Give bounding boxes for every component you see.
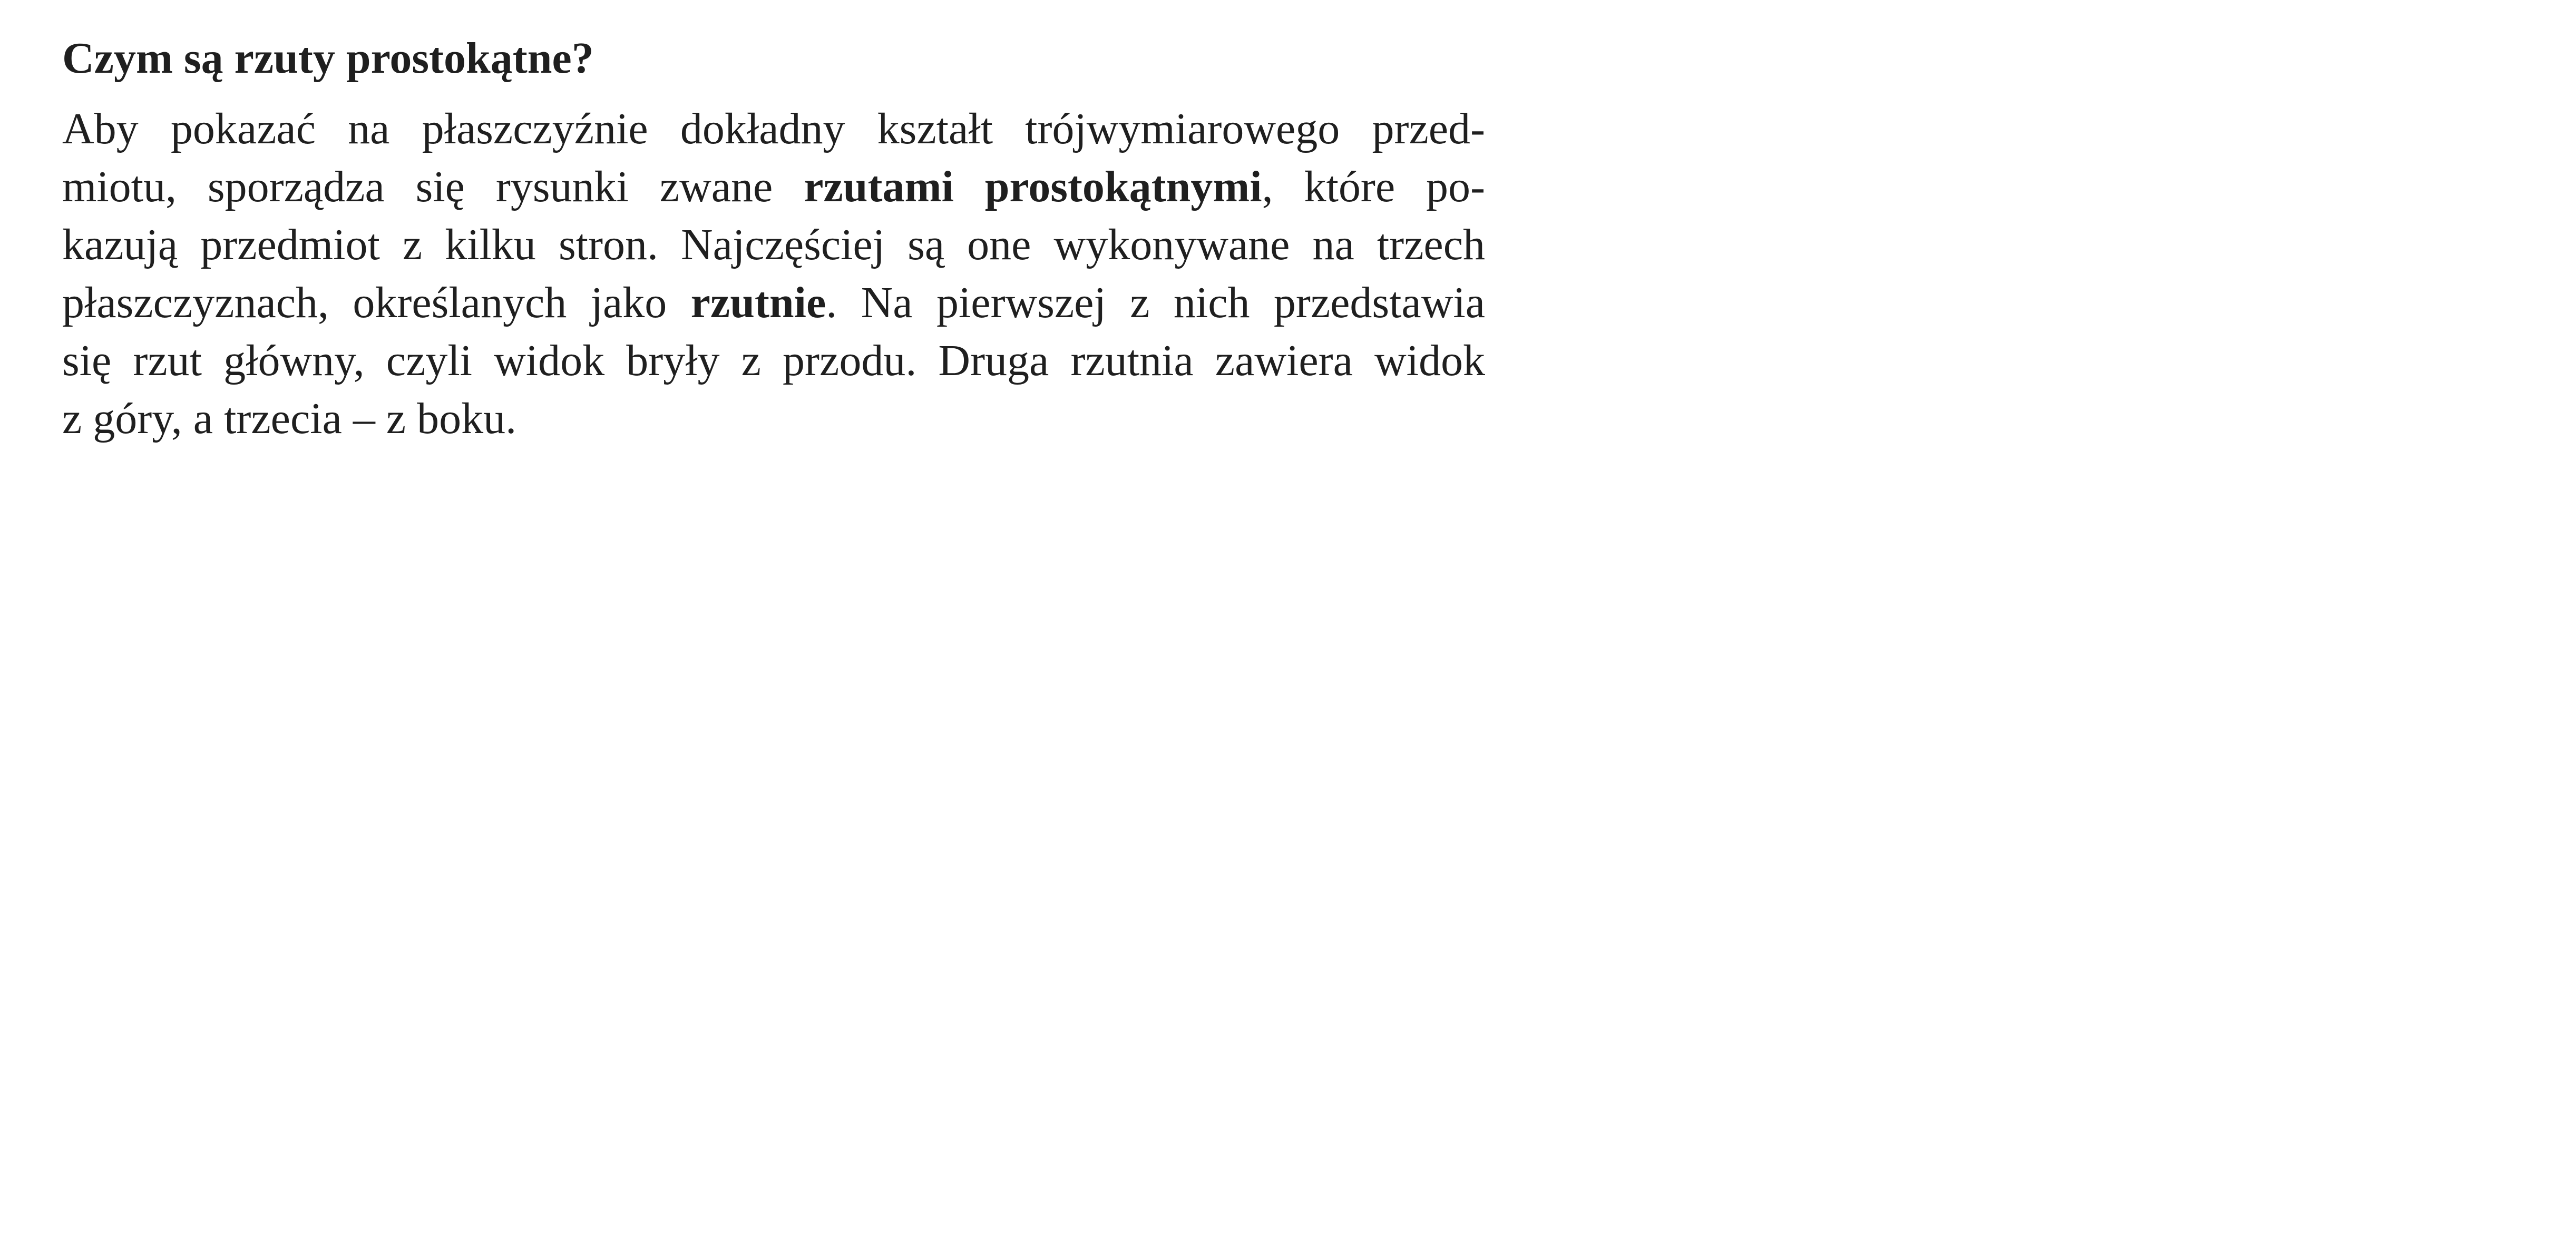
paragraph-line-1-text: Aby pokazać na płaszczyźnie dokładny kształt trójwymiarowego przed- bbox=[62, 104, 1485, 153]
body-paragraph bbox=[62, 100, 1485, 448]
paragraph-line-1 bbox=[62, 100, 1485, 158]
paragraph-line-5-text: się rzut główny, czyli widok bryły z przodu. Druga rzutnia zawiera widok bbox=[62, 336, 1485, 385]
paragraph-line-4 bbox=[62, 274, 1485, 332]
term-rzutnie: rzutnie bbox=[690, 278, 826, 327]
paragraph-line-3-text: kazują przedmiot z kilku stron. Najczęściej są one wykonywane na trzech bbox=[62, 220, 1485, 269]
paragraph-line-4-before-term: płaszczyznach, określanych jako bbox=[62, 278, 691, 327]
paragraph-line-3 bbox=[62, 216, 1485, 274]
paragraph-line-5 bbox=[62, 332, 1485, 390]
section-heading: Czym są rzuty prostokątne? bbox=[62, 34, 594, 83]
paragraph-line-2-after-term: , które po- bbox=[1262, 162, 1485, 211]
paragraph-line-4-after-term: . Na pierwszej z nich przedstawia bbox=[826, 278, 1485, 327]
text-section bbox=[62, 27, 1485, 448]
term-rzutami-prostokatnymi: rzutami prostokątnymi bbox=[804, 162, 1262, 211]
paragraph-line-6 bbox=[62, 390, 1485, 448]
paragraph-line-2-before-term: miotu, sporządza się rysunki zwane bbox=[62, 162, 804, 211]
paragraph-line-2 bbox=[62, 158, 1485, 216]
paragraph-line-6-text: z góry, a trzecia – z boku. bbox=[62, 394, 517, 443]
